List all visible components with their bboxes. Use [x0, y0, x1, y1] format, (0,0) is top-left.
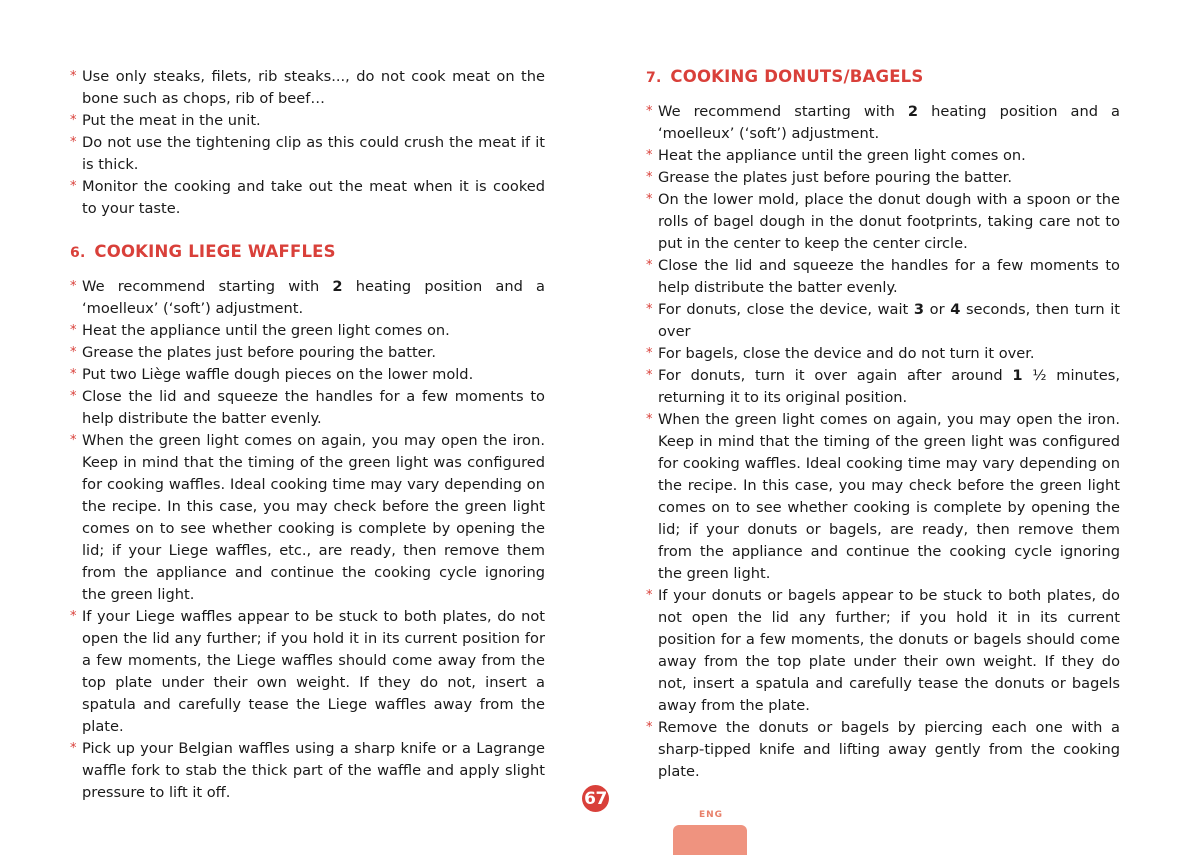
asterisk-bullet-icon: *	[70, 367, 77, 382]
asterisk-bullet-icon: *	[70, 741, 77, 756]
list-item: * When the green light comes on again, you may open the iron. Keep in mind that the timing of the green light was configured for cooking waffles. Ideal cooking time may vary depending on the recipe. In this case, you may check before the green light comes on to see whether cooking is complete by opening the lid; if your Liege waffles, etc., are ready, then remove them from the appliance and continue the cooking cycle ignoring the green light.	[70, 432, 545, 603]
asterisk-bullet-icon: *	[70, 135, 77, 150]
list-item: * Close the lid and squeeze the handles for a few moments to help distribute the batter evenly.	[646, 257, 1120, 296]
meat-tips-list	[70, 66, 545, 220]
section-6-number: 6.	[70, 245, 86, 261]
list-item: * When the green light comes on again, you may open the iron. Keep in mind that the timing of the green light was configured for cooking waffles. Ideal cooking time may vary depending on the recipe. In this case, you may check before the green light comes on to see whether cooking is complete by opening the lid; if your donuts or bagels, are ready, then remove them from the appliance and continue the cooking cycle ignoring the green light.	[646, 411, 1120, 582]
list-item: * Pick up your Belgian waffles using a sharp knife or a Lagrange waffle fork to stab the thick part of the waffle and apply slight pressure to lift it off.	[70, 740, 545, 801]
section-7-number: 7.	[646, 70, 662, 86]
list-item: * Close the lid and squeeze the handles for a few moments to help distribute the batter evenly.	[70, 388, 545, 427]
asterisk-bullet-icon: *	[646, 148, 653, 163]
asterisk-bullet-icon: *	[70, 279, 77, 294]
donuts-bagels-list	[646, 101, 1120, 783]
list-item: * We recommend starting with 2 heating position and a ‘moelleux’ (‘soft’) adjustment.	[646, 103, 1120, 142]
list-item: * We recommend starting with 2 heating position and a ‘moelleux’ (‘soft’) adjustment.	[70, 278, 545, 317]
list-item: * Grease the plates just before pouring the batter.	[646, 167, 1120, 189]
asterisk-bullet-icon: *	[646, 412, 653, 427]
liege-waffles-list	[70, 276, 545, 804]
list-item: * Heat the appliance until the green light comes on.	[646, 145, 1120, 167]
section-7-title: COOKING DONUTS/BAGELS	[670, 67, 924, 86]
list-item: * Heat the appliance until the green light comes on.	[70, 320, 545, 342]
list-item: * For donuts, close the device, wait 3 or 4 seconds, then turn it over	[646, 301, 1120, 340]
list-item: * Grease the plates just before pouring the batter.	[70, 342, 545, 364]
page-number: 67	[584, 788, 607, 809]
list-item: * Monitor the cooking and take out the meat when it is cooked to your taste.	[70, 178, 545, 217]
asterisk-bullet-icon: *	[646, 104, 653, 119]
asterisk-bullet-icon: *	[646, 720, 653, 735]
list-item: * If your donuts or bagels appear to be stuck to both plates, do not open the lid any further; if you hold it in its current position for a few moments, the donuts or bagels should come away from the top plate under their own weight. If they do not, insert a spatula and carefully tease the donuts or bagels away from the plate.	[646, 587, 1120, 714]
asterisk-bullet-icon: *	[646, 346, 653, 361]
asterisk-bullet-icon: *	[70, 609, 77, 624]
list-item: * For bagels, close the device and do not turn it over.	[646, 343, 1120, 365]
asterisk-bullet-icon: *	[70, 69, 77, 84]
section-6-title: COOKING LIEGE WAFFLES	[94, 242, 336, 261]
asterisk-bullet-icon: *	[70, 113, 77, 128]
asterisk-bullet-icon: *	[646, 170, 653, 185]
asterisk-bullet-icon: *	[70, 345, 77, 360]
list-item: * If your Liege waffles appear to be stuck to both plates, do not open the lid any further; if you hold it in its current position for a few moments, the Liege waffles should come away from the top plate under their own weight. If they do not, insert a spatula and carefully tease the Liege waffles away from the plate.	[70, 608, 545, 735]
left-column	[70, 66, 545, 804]
asterisk-bullet-icon: *	[646, 192, 653, 207]
asterisk-bullet-icon: *	[70, 323, 77, 338]
asterisk-bullet-icon: *	[70, 179, 77, 194]
asterisk-bullet-icon: *	[646, 258, 653, 273]
asterisk-bullet-icon: *	[70, 433, 77, 448]
section-7-heading	[646, 66, 1120, 89]
section-6-heading	[70, 241, 545, 264]
list-item: * Remove the donuts or bagels by piercing each one with a sharp-tipped knife and lifting away gently from the cooking plate.	[646, 719, 1120, 780]
asterisk-bullet-icon: *	[646, 368, 653, 383]
language-tab	[673, 825, 747, 855]
asterisk-bullet-icon: *	[646, 302, 653, 317]
language-label: ENG	[699, 810, 724, 820]
list-item: * Use only steaks, filets, rib steaks..., do not cook meat on the bone such as chops, rib of beef…	[70, 68, 545, 107]
asterisk-bullet-icon: *	[646, 588, 653, 603]
list-item: * Put two Liège waffle dough pieces on the lower mold.	[70, 364, 545, 386]
list-item: * Do not use the tightening clip as this could crush the meat if it is thick.	[70, 134, 545, 173]
list-item: * Put the meat in the unit.	[70, 110, 545, 132]
list-item: * On the lower mold, place the donut dough with a spoon or the rolls of bagel dough in the donut footprints, taking care not to put in the center to keep the center circle.	[646, 191, 1120, 252]
right-column	[646, 66, 1120, 783]
list-item: * For donuts, turn it over again after around 1 ½ minutes, returning it to its original position.	[646, 367, 1120, 406]
asterisk-bullet-icon: *	[70, 389, 77, 404]
page-number-badge	[582, 785, 609, 812]
